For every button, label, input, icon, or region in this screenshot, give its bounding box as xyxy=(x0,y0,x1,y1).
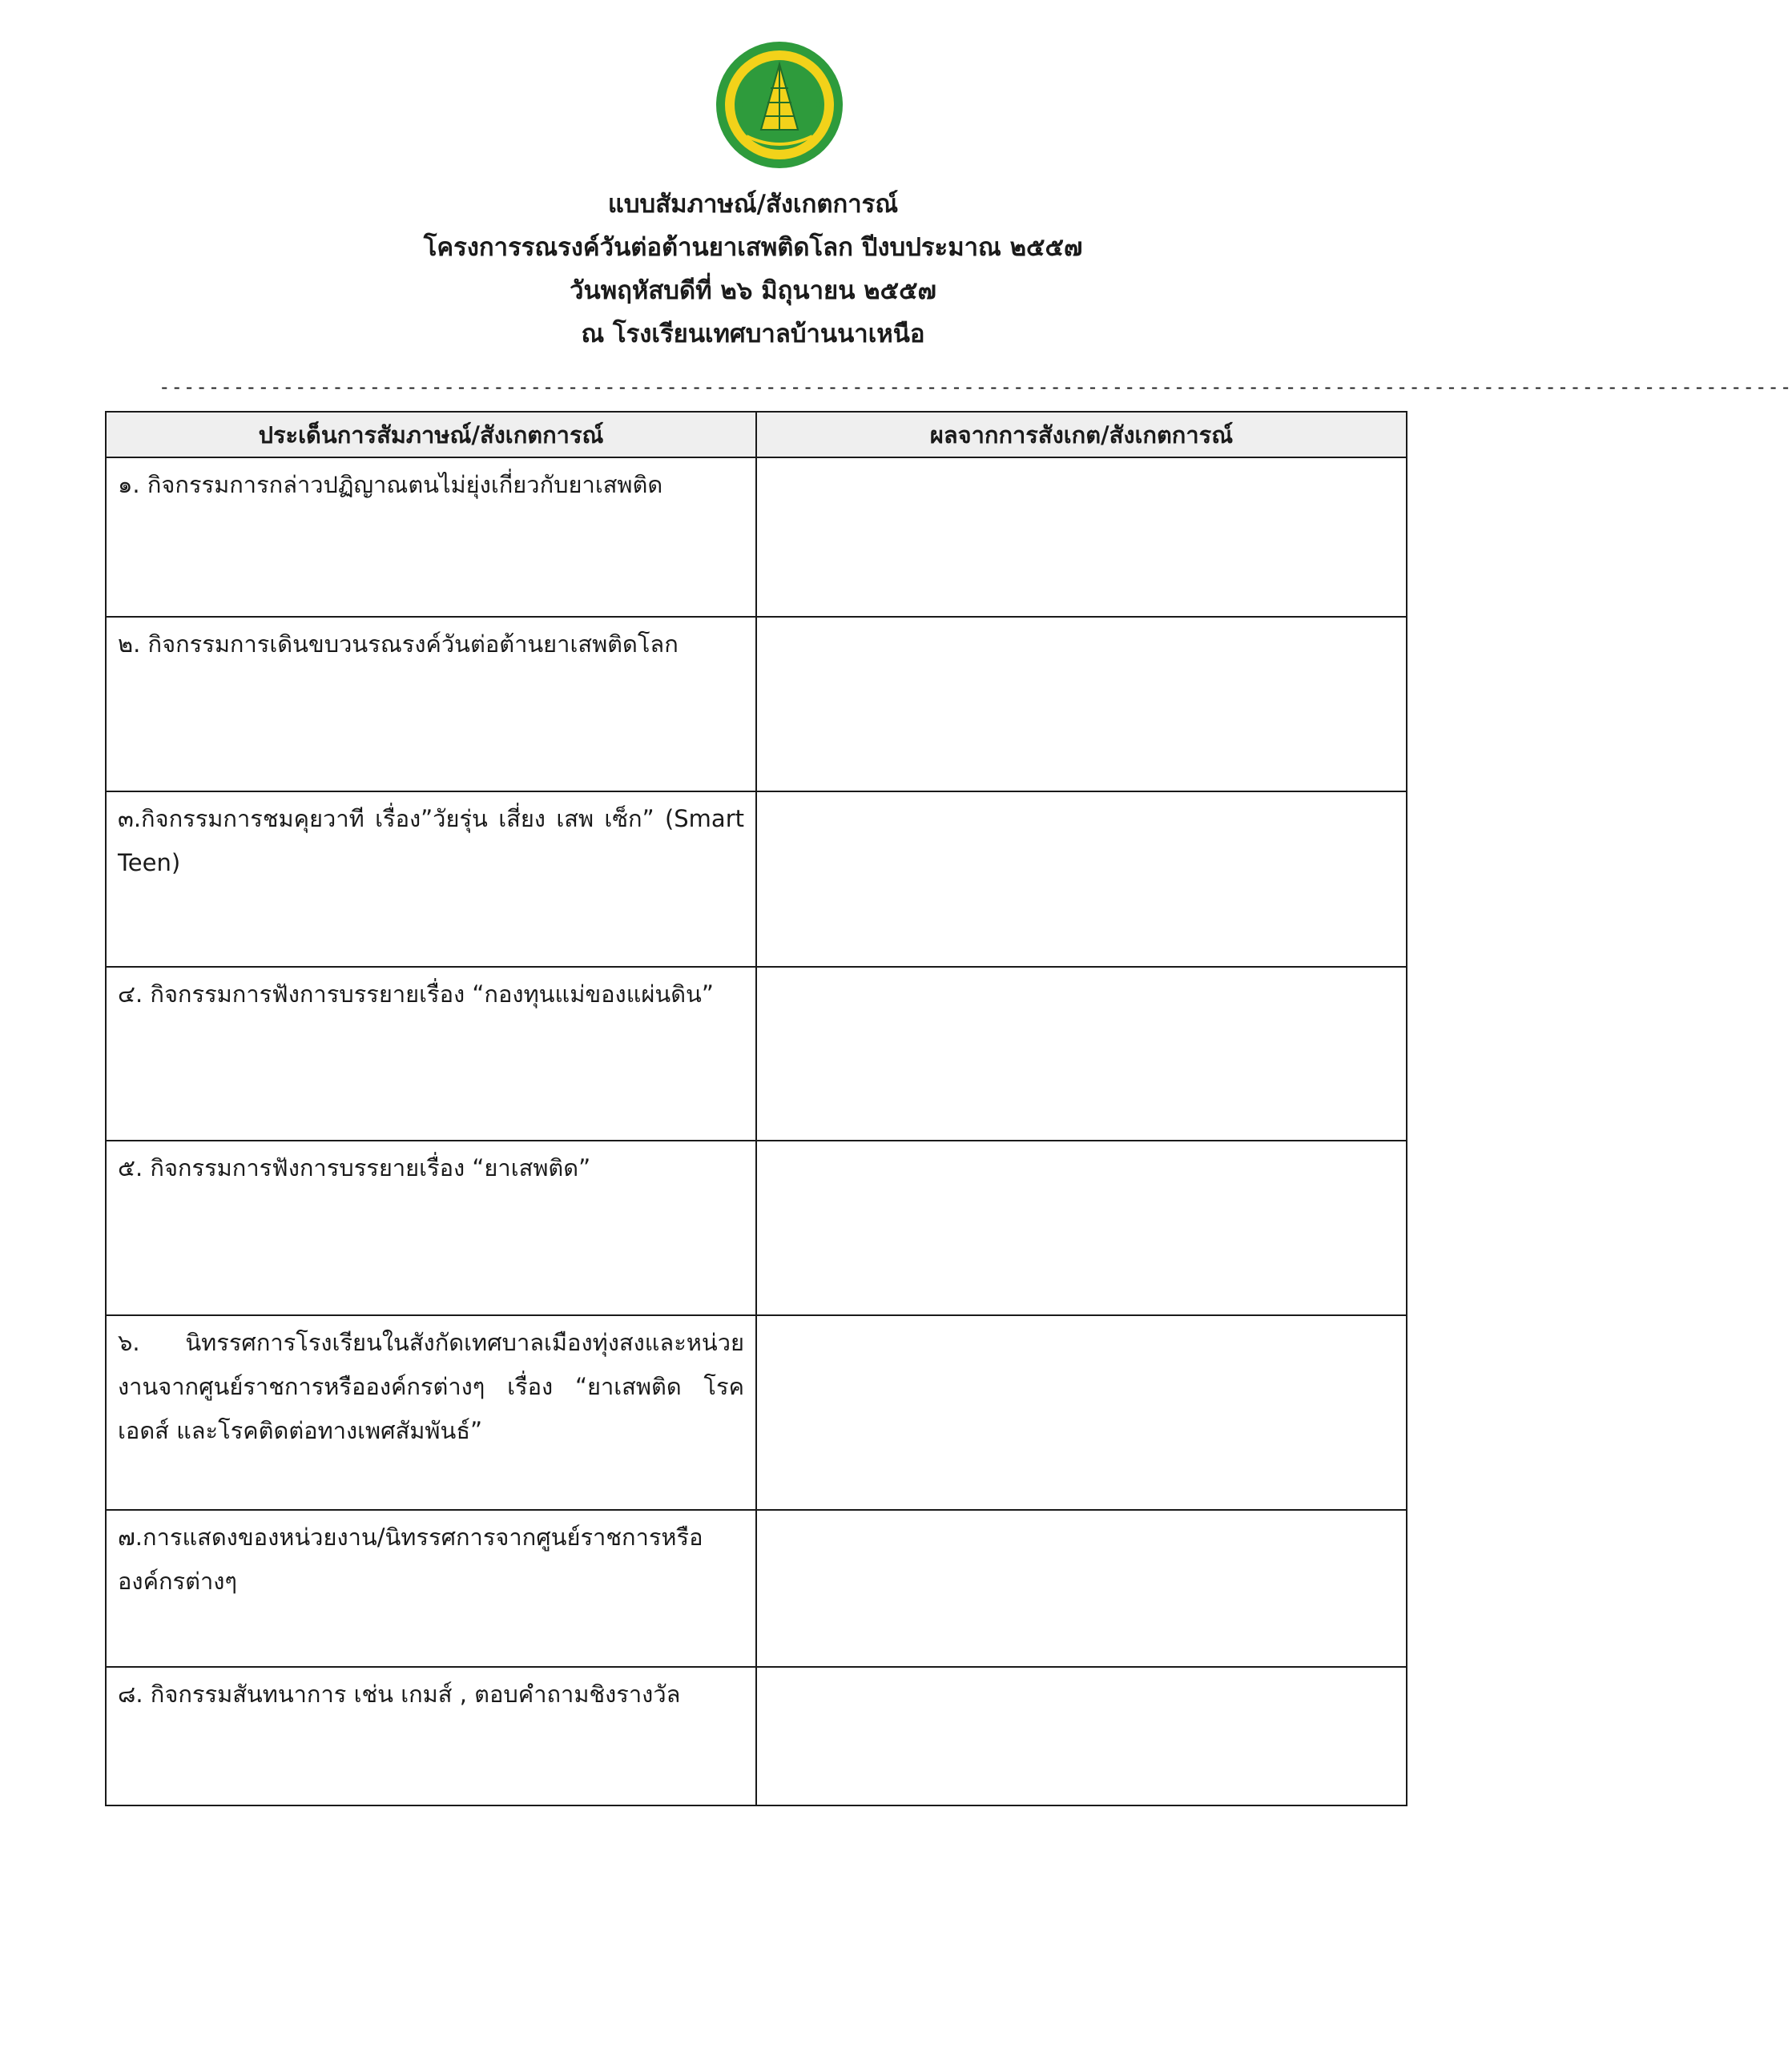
result-cell[interactable] xyxy=(756,1510,1407,1667)
table-row xyxy=(106,967,1407,1141)
form-title: แบบสัมภาษณ์/สังเกตการณ์ xyxy=(607,190,899,219)
dashed-separator: ------------------------------------------------------------------------------------------------------------------------------------ xyxy=(159,376,1792,398)
document-title-block xyxy=(0,183,1506,356)
result-cell[interactable] xyxy=(756,791,1407,967)
result-cell[interactable] xyxy=(756,457,1407,617)
table-row xyxy=(106,791,1407,967)
topic-cell: ๖. นิทรรศการโรงเรียนในสังกัดเทศบาลเมืองทุ่งสงและหน่วยงานจากศูนย์ราชการหรือองค์กรต่างๆ เรื่อง “ยาเสพติด โรคเอดส์ และโรคติดต่อทางเพศสัมพันธ์” xyxy=(106,1315,756,1510)
table-row xyxy=(106,457,1407,617)
topic-cell: ๕. กิจกรรมการฟังการบรรยายเรื่อง “ยาเสพติด” xyxy=(106,1141,756,1315)
result-cell[interactable] xyxy=(756,1141,1407,1315)
observation-table xyxy=(105,411,1407,1806)
table-row xyxy=(106,1667,1407,1805)
result-cell[interactable] xyxy=(756,967,1407,1141)
topic-cell: ๘. กิจกรรมสันทนาการ เช่น เกมส์ , ตอบคำถามชิงรางวัล xyxy=(106,1667,756,1805)
table-row xyxy=(106,1315,1407,1510)
table-row xyxy=(106,1141,1407,1315)
result-cell[interactable] xyxy=(756,617,1407,791)
event-location: ณ โรงเรียนเทศบาลบ้านนาเหนือ xyxy=(581,320,925,348)
project-name: โครงการรณรงค์วันต่อต้านยาเสพติดโลก ปีงบประมาณ ๒๕๕๗ xyxy=(423,233,1083,262)
topic-cell: ๗.การแสดงของหน่วยงาน/นิทรรศการจากศูนย์ราชการหรือองค์กรต่างๆ xyxy=(106,1510,756,1667)
result-cell[interactable] xyxy=(756,1315,1407,1510)
event-date: วันพฤหัสบดีที่ ๒๖ มิถุนายน ๒๕๕๗ xyxy=(570,276,936,305)
column-header-topic: ประเด็นการสัมภาษณ์/สังเกตการณ์ xyxy=(106,412,756,457)
table-header-row xyxy=(106,412,1407,457)
logo-dot-right xyxy=(815,103,820,107)
topic-cell: ๔. กิจกรรมการฟังการบรรยายเรื่อง “กองทุนแม่ของแผ่นดิน” xyxy=(106,967,756,1141)
table-row xyxy=(106,617,1407,791)
topic-cell: ๒. กิจกรรมการเดินขบวนรณรงค์วันต่อต้านยาเสพติดโลก xyxy=(106,617,756,791)
topic-cell: ๓.กิจกรรมการชมคุยวาที เรื่อง”วัยรุ่น เสี่ยง เสพ เซ็ก” (Smart Teen) xyxy=(106,791,756,967)
result-cell[interactable] xyxy=(756,1667,1407,1805)
table-row xyxy=(106,1510,1407,1667)
topic-cell: ๑. กิจกรรมการกล่าวปฏิญาณตนไม่ยุ่งเกี่ยวกับยาเสพติด xyxy=(106,457,756,617)
logo-dot-left xyxy=(739,103,743,107)
municipality-logo xyxy=(715,40,844,170)
column-header-result: ผลจากการสังเกต/สังเกตการณ์ xyxy=(756,412,1407,457)
